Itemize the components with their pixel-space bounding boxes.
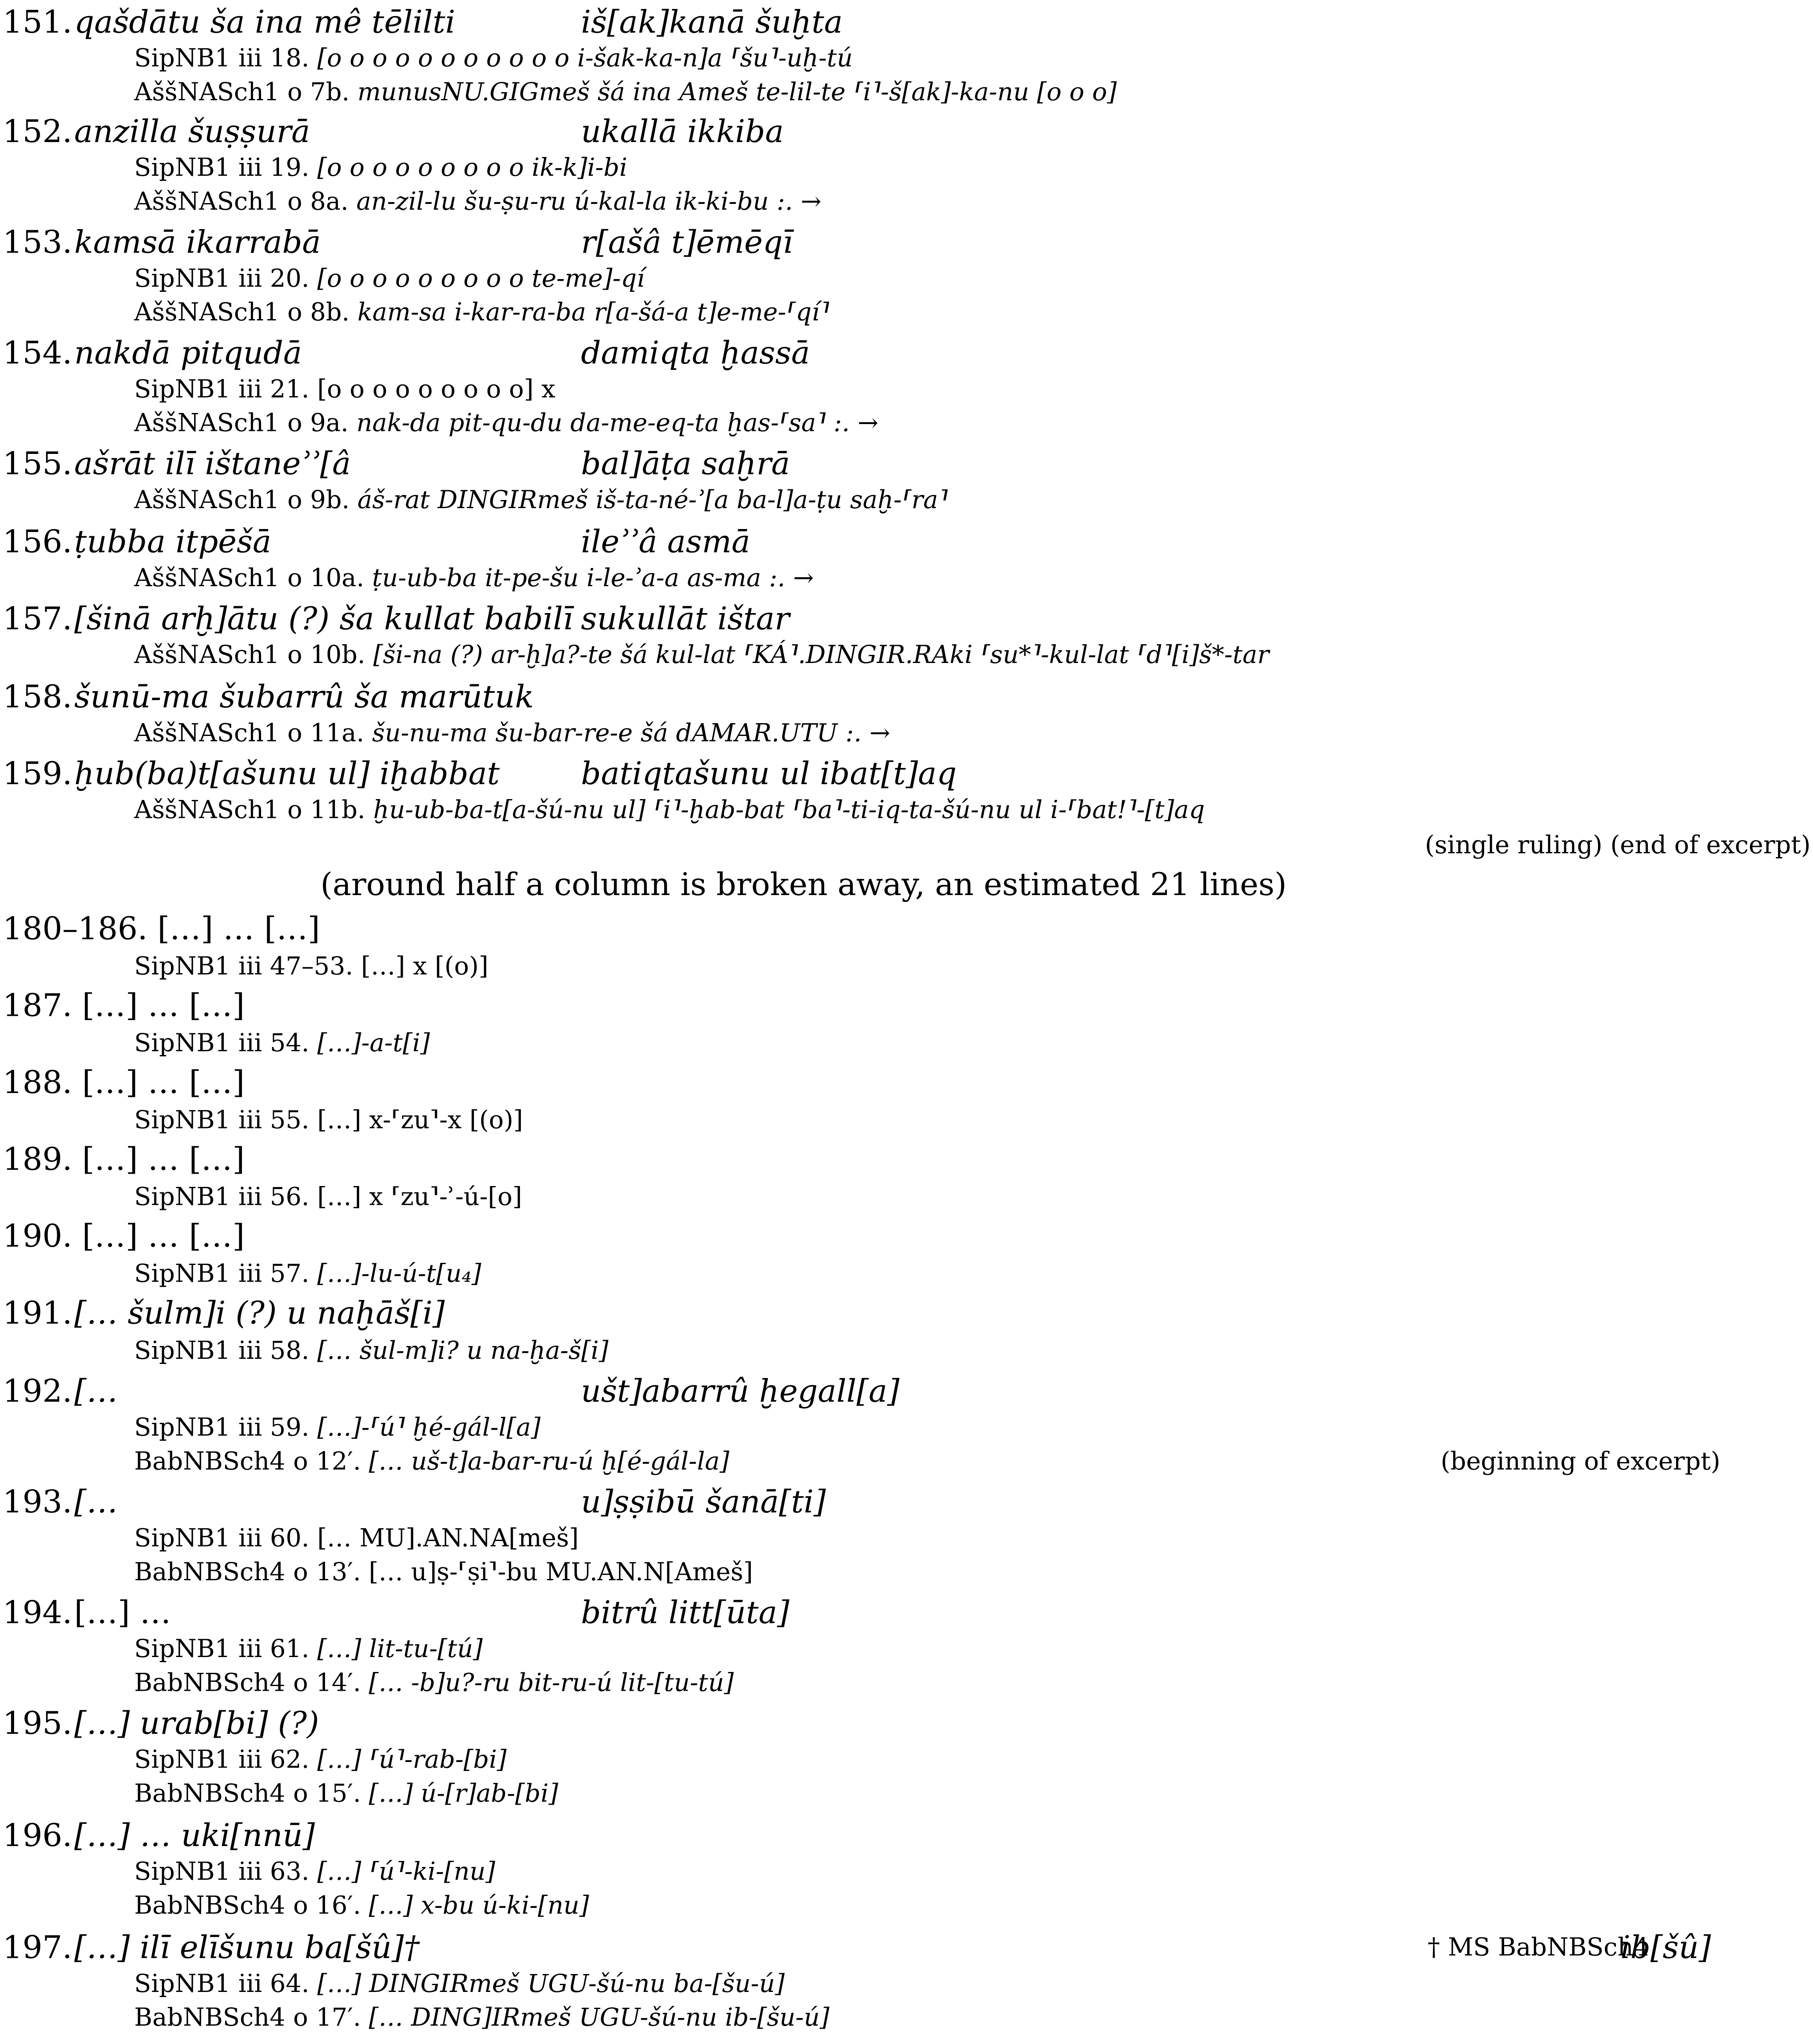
transliteration-a: ḫub(ba)t[ašunu ul] iḫabbat: [74, 756, 500, 792]
ms-siglum: SipNB1 iii 61.: [134, 1635, 310, 1664]
line-number: 189. […] … […]: [3, 1141, 245, 1178]
ms-siglum: BabNBSch4 o 15′.: [134, 1779, 361, 1808]
transliteration-a: [šinā arḫ]ātu (?) ša kullat babilī: [74, 600, 573, 637]
ms-siglum: SipNB1 iii 59.: [134, 1413, 310, 1442]
transliteration-b: batiqtašunu ul ibat[t]aq: [581, 756, 957, 792]
ms-siglum: SipNB1 iii 19.: [134, 154, 310, 183]
transliteration-a: qašdātu ša ina mê tēlilti: [74, 4, 456, 41]
ms-line: [0, 1445, 1813, 1484]
ms-siglum: AššNASch1 o 9b.: [134, 486, 350, 515]
ms-siglum: SipNB1 iii 55.: [134, 1106, 310, 1135]
line-number: 197.: [3, 1929, 73, 1966]
ms-text: […] x-⸢zu⸣-x [(o)]: [317, 1106, 523, 1135]
ms-text: […] x-bu ú-ki-[nu]: [369, 1891, 589, 1920]
ms-text: nak-da pit-qu-du da-me-eq-ta ḫas-⸢sa⸣ :. →: [356, 409, 879, 438]
transliteration-a: […: [74, 1483, 118, 1521]
ms-siglum: AššNASch1 o 11a.: [134, 719, 364, 748]
transliteration-a: šunū-ma šubarrû ša marūtuk: [74, 678, 534, 715]
line-number: 190. […] … […]: [3, 1218, 245, 1255]
ms-siglum: AššNASch1 o 8b.: [134, 298, 350, 327]
ms-text: [o o o o o o o o o te-me]-qí: [317, 264, 645, 294]
line-number: 191.: [3, 1295, 73, 1332]
line-number: 152.: [3, 113, 73, 150]
ms-text: […] x [(o)]: [361, 952, 488, 981]
line-number: 188. […] … […]: [3, 1064, 245, 1101]
line-number: 192.: [3, 1373, 73, 1410]
transliteration-b: bitrû litt[ūta]: [581, 1594, 790, 1631]
ms-text: ḫu-ub-ba-t[a-šú-nu ul] ⸢i⸣-ḫab-bat ⸢ba⸣-ti-iq-ta-šú-nu ul i-⸢bat!⸣-[t]aq: [373, 796, 1205, 825]
line-number: 196.: [3, 1817, 73, 1854]
line-number: 153.: [3, 224, 73, 261]
verse-197: [0, 1928, 1813, 1967]
ms-siglum: SipNB1 iii 56.: [134, 1183, 310, 1212]
ms-siglum: SipNB1 iii 60.: [134, 1524, 310, 1553]
ms-text: […] DINGIRmeš UGU-šú-nu ba-[šu-ú]: [317, 1969, 785, 1999]
ms-text: [… DING]IRmeš UGU-šú-nu ib-[šu-ú]: [369, 2003, 830, 2032]
transliteration-a: […] ilī elīšunu ba[šû]†: [74, 1929, 420, 1966]
ms-text: […]-lu-ú-t[u₄]: [317, 1259, 482, 1288]
line-number: 159.: [3, 756, 73, 792]
ms-text: [ši-na (?) ar-ḫ]a?-te šá kul-lat ⸢KÁ⸣.DINGIR.RAki ⸢su*⸣-kul-lat ⸢d⸣[i]š*-tar: [373, 641, 1270, 670]
transliteration-a: kamsā ikarrabā: [74, 224, 321, 261]
ms-text: ṭu-ub-ba it-pe-šu i-le-ʾa-a as-ma :. →: [372, 564, 814, 593]
ms-siglum: SipNB1 iii 47–53.: [134, 952, 353, 981]
ms-text: […] ⸢ú⸣-rab-[bi]: [317, 1745, 507, 1774]
transliteration-b: sukullāt ištar: [581, 600, 790, 637]
footnote-ms: † MS BabNBSch4: [1427, 1933, 1649, 1962]
ms-text: [… -b]u?-ru bit-ru-ú lit-[tu-tú]: [369, 1669, 734, 1698]
ms-text: […] x ⸢zu⸣-ʾ-ú-[o]: [317, 1183, 522, 1212]
ms-text: šu-nu-ma šu-bar-re-e šá dAMAR.UTU :. →: [372, 719, 890, 748]
ms-text: [o o o o o o o o o] x: [317, 375, 555, 404]
transliteration-a: anzilla šuṣṣurā: [74, 113, 310, 150]
transliteration-a: […] …: [74, 1594, 171, 1631]
transliteration-a: [… šulm]i (?) u naḫāš[i]: [74, 1295, 445, 1332]
transliteration-b: u]ṣṣibū šanā[ti]: [581, 1483, 826, 1521]
ms-siglum: SipNB1 iii 63.: [134, 1858, 310, 1887]
transliteration-b: iš[ak]kanā šuḫta: [581, 4, 843, 41]
ruling-note-line: [0, 829, 1813, 868]
broken-away-note: (around half a column is broken away, an estimated 21 lines): [320, 866, 1287, 903]
transliteration-b: ukallā ikkiba: [581, 113, 784, 150]
ms-text: an-zil-lu šu-ṣu-ru ú-kal-la ik-ki-bu :. →: [356, 187, 822, 216]
ms-siglum: AššNASch1 o 8a.: [134, 187, 349, 216]
line-number: 157.: [3, 600, 73, 637]
transliteration-b: ileʾʾâ asmā: [581, 523, 750, 561]
line-number: 151.: [3, 4, 73, 41]
ms-siglum: BabNBSch4 o 13′.: [134, 1558, 361, 1587]
line-number: 158.: [3, 678, 73, 715]
ms-siglum: AššNASch1 o 9a.: [134, 409, 349, 438]
transliteration-a: […] … uki[nnū]: [74, 1817, 315, 1854]
ms-siglum: SipNB1 iii 54.: [134, 1029, 310, 1058]
ms-text: munusNU.GIGmeš šá ina Ameš te-lil-te ⸢i⸣-š[ak]-ka-nu [o o o]: [357, 78, 1117, 107]
ms-siglum: SipNB1 iii 62.: [134, 1745, 310, 1774]
line-number: 194.: [3, 1594, 73, 1631]
ms-siglum: SipNB1 iii 21.: [134, 375, 310, 404]
beginning-of-excerpt-note: (beginning of excerpt): [1441, 1447, 1720, 1476]
ms-siglum: BabNBSch4 o 12′.: [134, 1447, 361, 1476]
ms-siglum: AššNASch1 o 10a.: [134, 564, 364, 593]
end-of-excerpt-note: (single ruling) (end of excerpt): [1425, 831, 1811, 860]
ms-text: kam-sa i-kar-ra-ba r[a-šá-a t]e-me-⸢qí⸣: [357, 298, 829, 327]
ms-text: áš-rat DINGIRmeš iš-ta-né-ʾ[a ba-l]a-ṭu saḫ-⸢ra⸣: [357, 486, 948, 515]
line-number: 187. […] … […]: [3, 987, 245, 1024]
ms-text: […] lit-tu-[tú]: [317, 1635, 483, 1664]
ms-text: […] ⸢ú⸣-ki-[nu]: [317, 1858, 495, 1887]
ms-siglum: SipNB1 iii 64.: [134, 1969, 310, 1999]
ms-siglum: SipNB1 iii 57.: [134, 1259, 310, 1288]
ms-siglum: SipNB1 iii 20.: [134, 264, 310, 294]
line-number: 155.: [3, 445, 73, 482]
ms-text: [o o o o o o o o o ik-k]i-bi: [317, 154, 628, 183]
ms-siglum: AššNASch1 o 10b.: [134, 641, 366, 670]
transliteration-a: […] urab[bi] (?): [74, 1705, 319, 1742]
ms-text: […] ú-[r]ab-[bi]: [369, 1779, 558, 1808]
ms-siglum: BabNBSch4 o 14′.: [134, 1669, 361, 1698]
transliteration-b: r[ašâ t]ēmēqī: [581, 224, 793, 261]
transliteration-a: ašrāt ilī ištaneʾʾ[â: [74, 445, 351, 482]
transliteration-b: ušt]abarrû ḫegall[a]: [581, 1373, 900, 1410]
ms-siglum: AššNASch1 o 7b.: [134, 78, 350, 107]
transliteration-b: damiqta ḫassā: [581, 334, 810, 372]
ms-text: […]-⸢ú⸣ ḫé-gál-l[a]: [317, 1413, 541, 1442]
ms-text: [… u]ṣ-⸢ṣi⸣-bu MU.AN.N[Ameš]: [369, 1558, 753, 1587]
ms-siglum: BabNBSch4 o 17′.: [134, 2003, 361, 2032]
ms-siglum: SipNB1 iii 58.: [134, 1336, 310, 1366]
line-number: 193.: [3, 1483, 73, 1521]
line-number: 156.: [3, 523, 73, 561]
ms-siglum: SipNB1 iii 18.: [134, 44, 310, 73]
transliteration-b: bal]āṭa saḫrā: [581, 445, 790, 482]
ms-text: [… šul-m]i? u na-ḫa-š[i]: [317, 1336, 609, 1366]
ms-text: [o o o o o o o o o o o i-šak-ka-n]a ⸢šu⸣-uḫ-tú: [317, 44, 853, 73]
ms-text: […]-a-t[i]: [317, 1029, 430, 1058]
ms-siglum: AššNASch1 o 11b.: [134, 796, 366, 825]
line-number: 154.: [3, 334, 73, 372]
transliteration-a: […: [74, 1373, 118, 1410]
ms-siglum: BabNBSch4 o 16′.: [134, 1891, 361, 1920]
transliteration-a: nakdā pitqudā: [74, 334, 302, 372]
line-number: 195.: [3, 1705, 73, 1742]
line-number: 180–186. […] … […]: [3, 910, 320, 947]
ms-text: [… uš-t]a-bar-ru-ú ḫ[é-gál-la]: [369, 1447, 729, 1476]
transliteration-a: ṭubba itpēšā: [74, 523, 271, 561]
footnote-variant: ib[šû]: [1620, 1929, 1711, 1966]
ms-text: [… MU].AN.NA[meš]: [317, 1524, 579, 1553]
